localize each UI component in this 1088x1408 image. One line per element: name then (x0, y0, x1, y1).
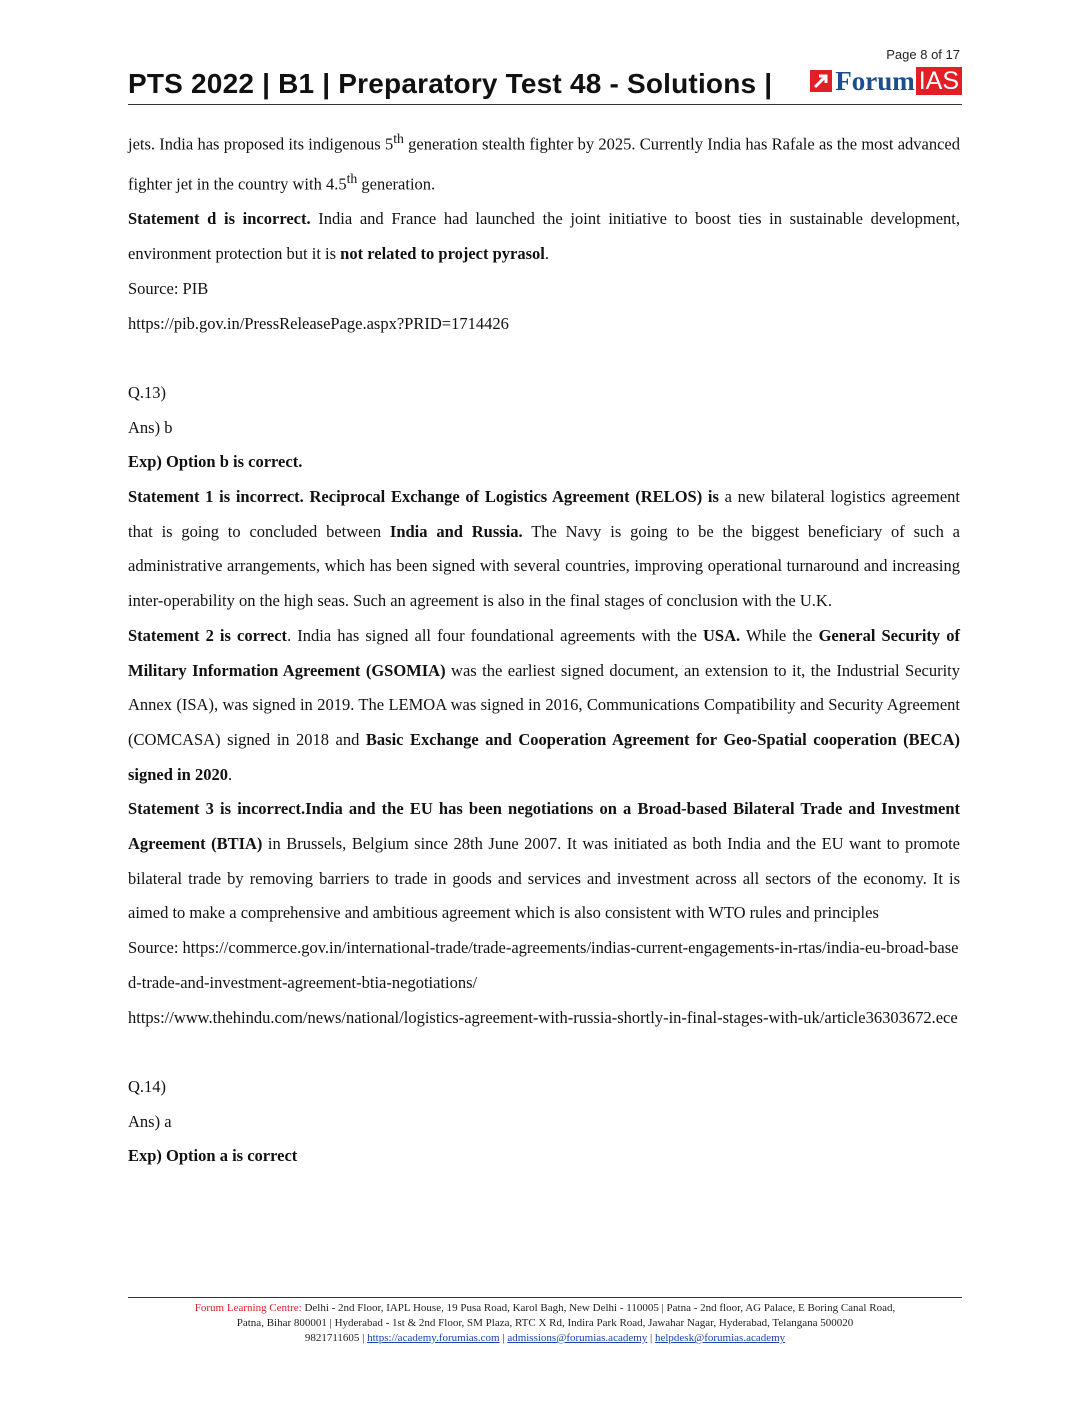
question-13-explanation: Exp) Option b is correct. (128, 452, 303, 472)
footer-address-line2: Patna, Bihar 800001 | Hyderabad - 1st & 2nd Floor, SM Plaza, RTC X Rd, Indira Park Road, Jawahar Nagar, Hyderabad, Telangana 500020 (236, 1317, 854, 1329)
statement-2: Statement 2 is correct. India has signed all four foundational agreements with the USA. While the General Security of Military Information Agreement (GSOMIA) was the earliest signed document, an extension to it, the Industrial Security Annex (ISA), was signed in 2019. The LEMOA was signed in 2016, Communications Compatibility and Security Agreement (COMCASA) signed in 2018 and Basic Exchange and Cooperation Agreement for Geo-Spatial cooperation (BECA) signed in 2020. (128, 625, 960, 784)
logo-ias-text: IAS (916, 67, 962, 95)
source-pib: Source: PIB (128, 278, 209, 298)
arrow-up-right-icon (810, 70, 832, 92)
source-url-thehindu[interactable]: https://www.thehindu.com/news/national/logistics-agreement-with-russia-shortly-in-final-stages-with-uk/article36303672.ece (128, 1007, 958, 1027)
question-14-explanation: Exp) Option a is correct (128, 1146, 298, 1166)
paragraph-jets: jets. India has proposed its indigenous 5th generation stealth fighter by 2025. Currently India has Rafale as the most advanced fighter jet in the country with 4.5th generation. (128, 131, 960, 194)
page-header (128, 66, 962, 105)
statement-d: Statement d is incorrect. India and France had launched the joint initiative to boost ties in sustainable development, environment protection but it is not related to project pyrasol. (128, 209, 960, 264)
statement-1: Statement 1 is incorrect. Reciprocal Exchange of Logistics Agreement (RELOS) is a new bilateral logistics agreement that is going to concluded between India and Russia. The Navy is going to be the biggest beneficiary of such a administrative arrangements, which has been signed with several countries, improving operational turnaround and increasing inter-operability on the high seas. Such an agreement is also in the final stages of conclusion with the U.K. (128, 487, 960, 611)
main-content (128, 122, 960, 1174)
logo-forum-text: Forum (835, 65, 915, 96)
page-footer (128, 1297, 962, 1346)
page-number: Page 8 of 17 (886, 47, 960, 62)
question-14-number: Q.14) (128, 1076, 167, 1096)
statement-3: Statement 3 is incorrect.India and the EU has been negotiations on a Broad-based Bilateral Trade and Investment Agreement (BTIA) in Brussels, Belgium since 28th June 2007. It was initiated as both India and the EU want to promote bilateral trade by removing barriers to trade in goods and services and investment across all sectors of the economy. It is aimed to make a comprehensive and ambitious agreement which is also consistent with WTO rules and principles (128, 799, 961, 923)
footer-phone: 9821711605 | (304, 1332, 368, 1344)
question-13-answer: Ans) b (128, 417, 173, 437)
footer-academy-link[interactable]: https://academy.forumias.com (367, 1332, 500, 1344)
question-13-number: Q.13) (128, 382, 167, 402)
header-title: PTS 2022 | B1 | Preparatory Test 48 - Solutions | (128, 68, 773, 99)
footer-helpdesk-email[interactable]: helpdesk@forumias.academy (654, 1332, 786, 1344)
question-14-answer: Ans) a (128, 1111, 172, 1131)
forumias-logo (810, 66, 962, 96)
source-commerce[interactable]: Source: https://commerce.gov.in/international-trade/trade-agreements/indias-current-engagements-in-rtas/india-eu-broad-based-trade-and-investment-agreement-btia-negotiations/ (128, 938, 959, 992)
footer-contact: 9821711605 | https://academy.forumias.com | admissions@forumias.academy | helpdesk@forumias.academy (304, 1332, 786, 1344)
source-url-pib[interactable]: https://pib.gov.in/PressReleasePage.aspx?PRID=1714426 (128, 313, 509, 333)
footer-admissions-email[interactable]: admissions@forumias.academy (507, 1332, 648, 1344)
footer-address-line1: Forum Learning Centre: Delhi - 2nd Floor, IAPL House, 19 Pusa Road, Karol Bagh, New Delhi - 110005 | Patna - 2nd floor, AG Palace, E Boring Canal Road, (194, 1302, 896, 1314)
